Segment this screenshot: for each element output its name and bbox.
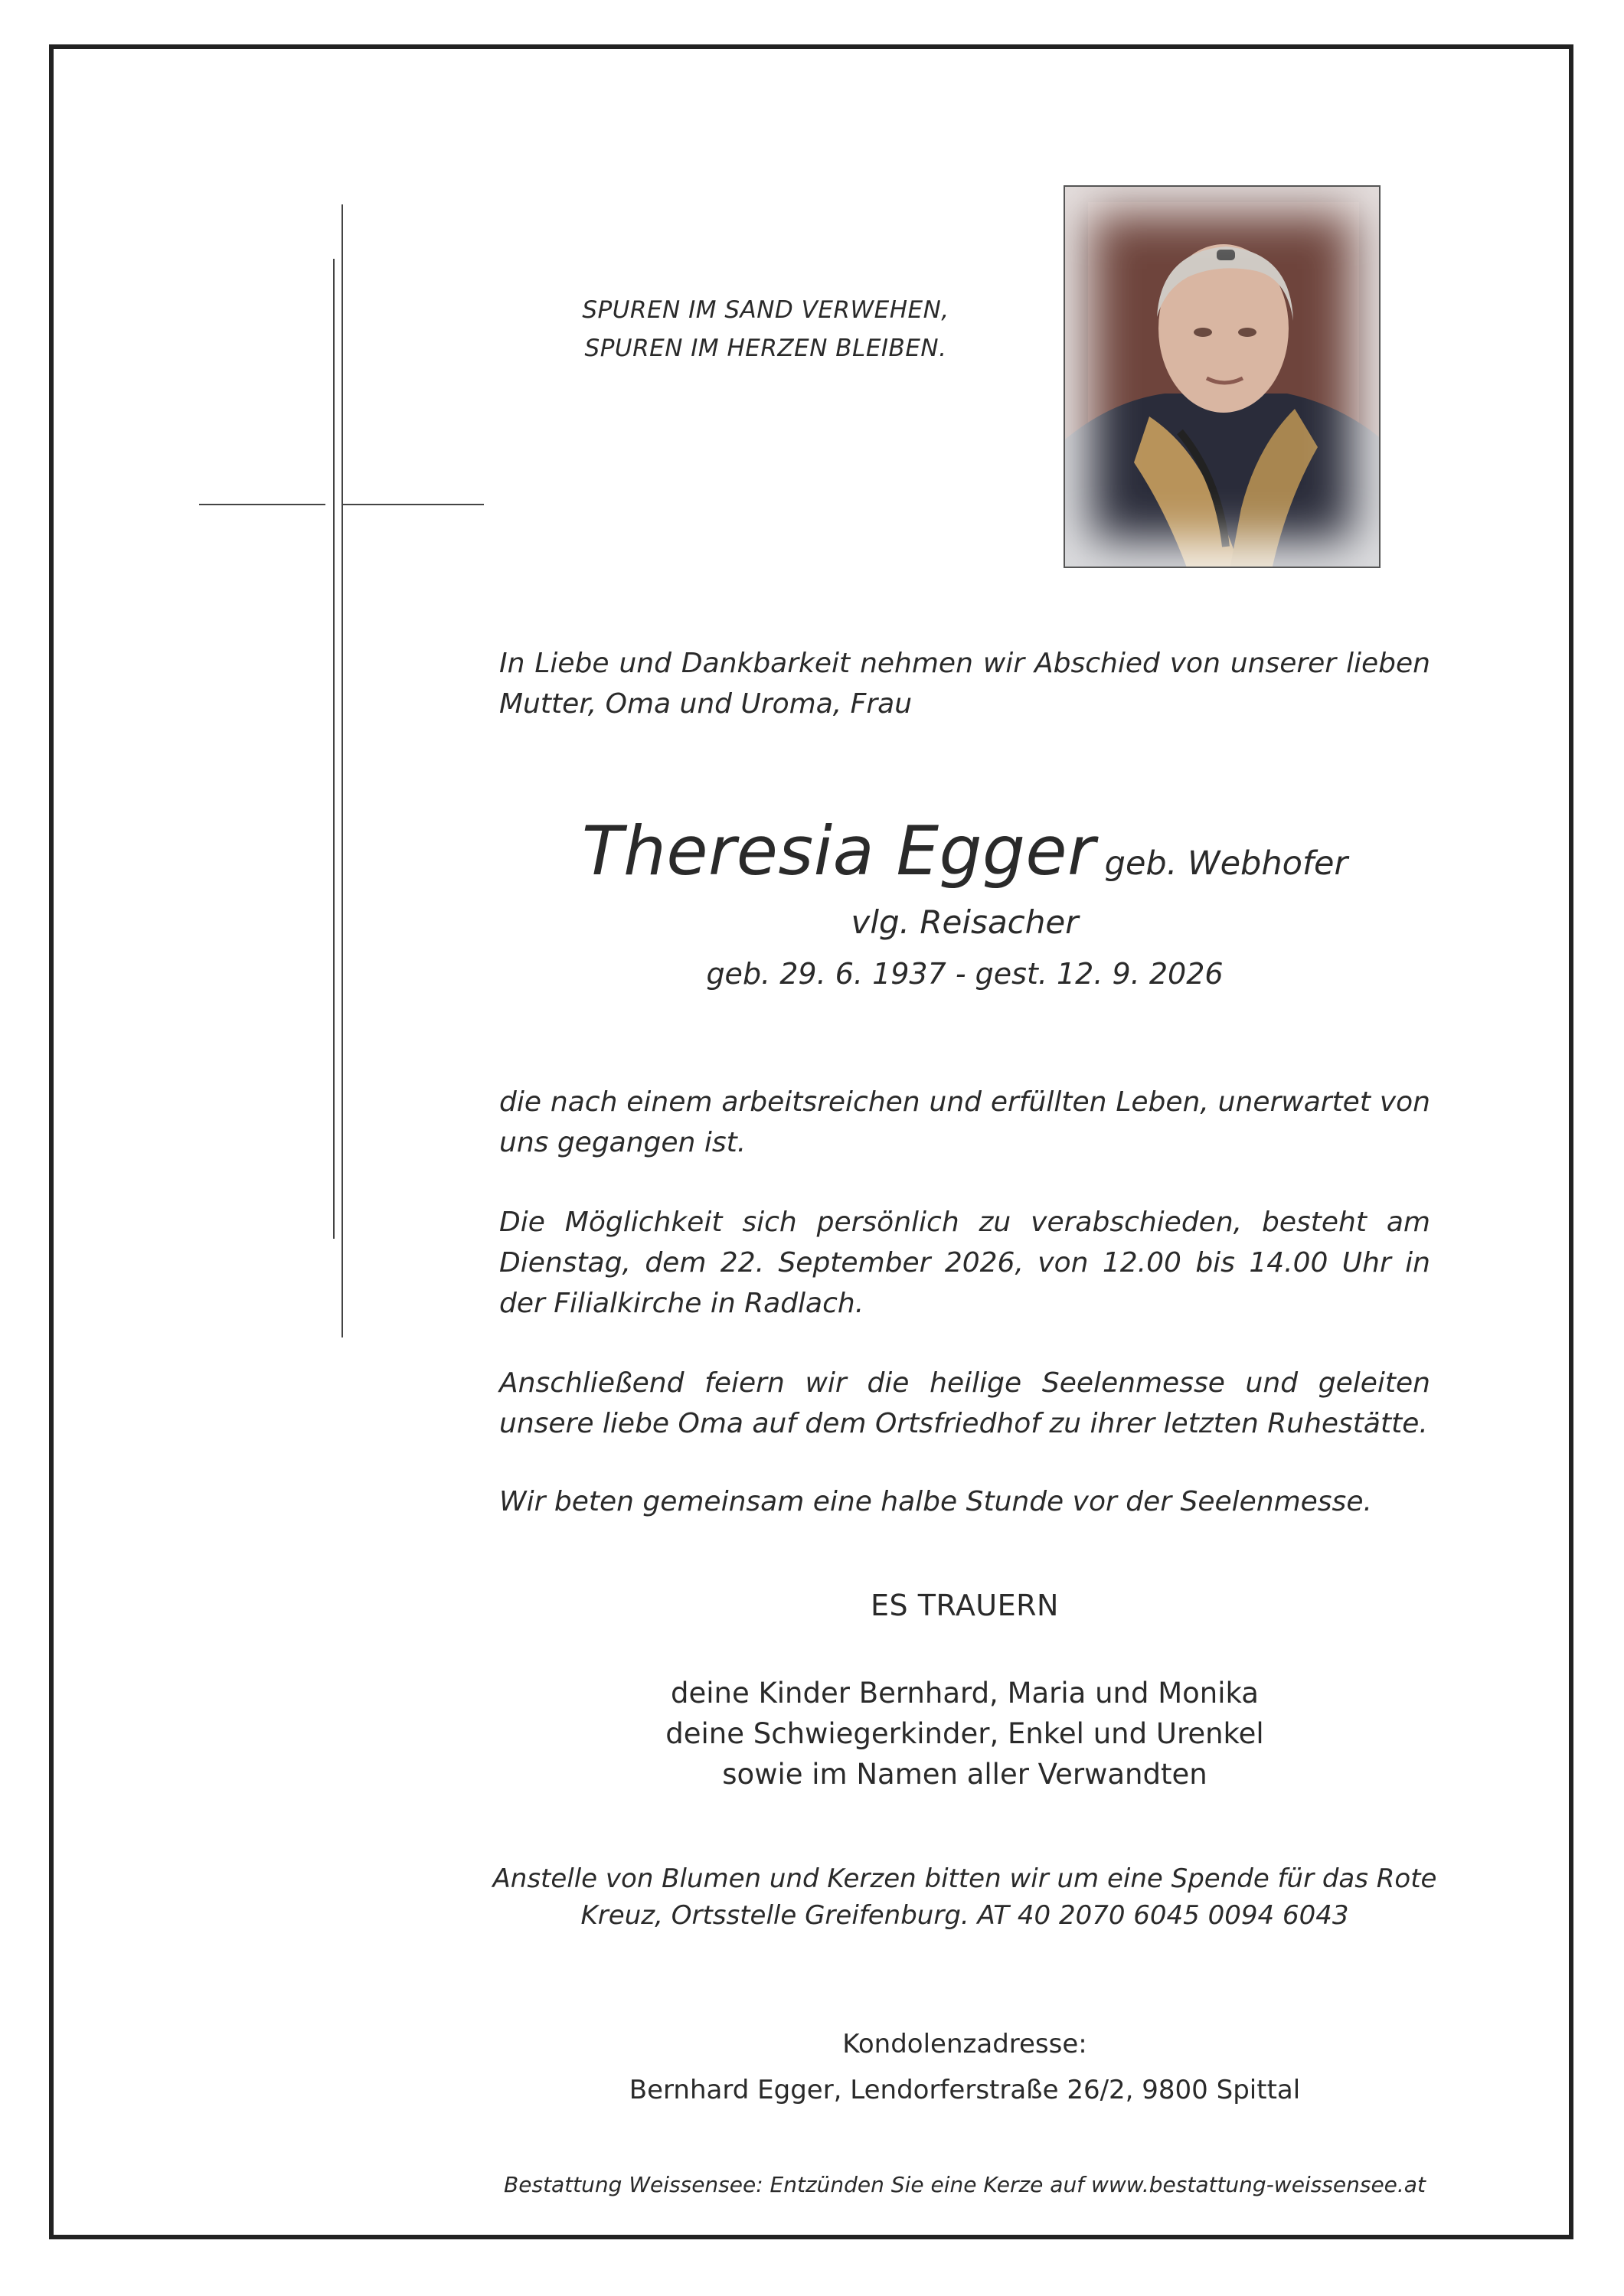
mourner-line: deine Schwiegerkinder, Enkel und Urenkel <box>665 1717 1264 1750</box>
mourners-list <box>499 1673 1430 1795</box>
mourner-line: deine Kinder Bernhard, Maria und Monika <box>671 1677 1259 1710</box>
motto-line-1: SPUREN IM SAND VERWEHEN, <box>582 296 949 324</box>
body-paragraph-2: Die Möglichkeit sich persönlich zu verabschieden, besteht am Dienstag, dem 22. September 2026, von 12.00 bis 14.00 Uhr in der Filialkirche in Radlach. <box>499 1207 1430 1319</box>
motto <box>536 291 995 367</box>
condolence-label: Kondolenzadresse: <box>842 2029 1087 2059</box>
deceased-name-line <box>499 812 1430 890</box>
mourning-heading: ES TRAUERN <box>871 1589 1059 1622</box>
body-paragraph-4: Wir beten gemeinsam eine halbe Stunde vor der Seelenmesse. <box>499 1486 1372 1517</box>
donation-line-1: Anstelle von Blumen und Kerzen bitten wir um eine Spende für das Rote <box>492 1863 1437 1894</box>
motto-line-2: SPUREN IM HERZEN BLEIBEN. <box>584 335 947 362</box>
cross-horizontal-right <box>342 504 484 505</box>
donation-line-2: Kreuz, Ortsstelle Greifenburg. AT 40 2070 6045 0094 6043 <box>580 1900 1349 1931</box>
condolence-address <box>499 2021 1430 2113</box>
cross-horizontal-left <box>199 504 325 505</box>
portrait-photo <box>1064 185 1381 568</box>
mourner-line: sowie im Namen aller Verwandten <box>722 1758 1207 1791</box>
cross-vertical-line-inner <box>333 259 335 1239</box>
intro-text: In Liebe und Dankbarkeit nehmen wir Abschied von unserer lieben Mutter, Oma und Uroma, Frau <box>499 648 1430 720</box>
cross-vertical-line <box>341 204 343 1337</box>
body-paragraph-1: die nach einem arbeitsreichen und erfüllten Leben, unerwartet von uns gegangen ist. <box>499 1086 1430 1158</box>
birth-name: geb. Webhofer <box>1104 844 1348 883</box>
vulgo-name: vlg. Reisacher <box>851 903 1079 941</box>
donation-note <box>429 1860 1501 1934</box>
body-paragraph-3: Anschließend feiern wir die heilige Seelenmesse und geleiten unsere liebe Oma auf dem Ortsfriedhof zu ihrer letzten Ruhestätte. <box>499 1367 1430 1439</box>
life-dates: geb. 29. 6. 1937 - gest. 12. 9. 2026 <box>706 957 1224 991</box>
footer-note: Bestattung Weissensee: Entzünden Sie eine Kerze auf www.bestattung-weissensee.at <box>504 2172 1426 2197</box>
deceased-name: Theresia Egger <box>581 812 1096 890</box>
condolence-address-text: Bernhard Egger, Lendorferstraße 26/2, 9800 Spittal <box>629 2075 1301 2105</box>
